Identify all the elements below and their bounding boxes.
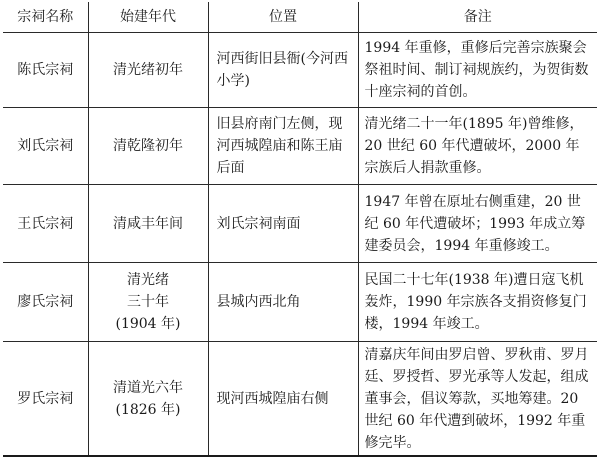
founding-year: 清光绪初年 [88,33,208,108]
header-name: 宗祠名称 [3,2,88,33]
header-year: 始建年代 [88,2,208,33]
founding-year-line: (1826 年) [115,401,181,418]
hall-name: 廖氏宗祠 [3,263,88,342]
table-row [3,342,597,457]
table-row [3,33,597,108]
hall-location: 刘氏宗祠南面 [208,185,358,263]
founding-year-line: 清道光六年 [113,379,183,396]
founding-year-line: 三十年 [127,294,169,310]
table-row [3,263,597,342]
hall-location: 旧县府南门左侧，现河西城隍庙和陈王庙后面 [208,108,358,185]
hall-note: 清光绪二十一年(1895 年)曾维修，20 世纪 60 年代遭破坏，2000 年宗族后人捐款重修。 [358,108,597,185]
hall-name: 刘氏宗祠 [3,108,88,185]
founding-year [88,263,208,342]
table-row [3,185,597,263]
hall-location: 县城内西北角 [208,263,358,342]
table-row [3,108,597,185]
founding-year [88,342,208,457]
hall-name: 王氏宗祠 [3,185,88,263]
hall-name: 陈氏宗祠 [3,33,88,108]
hall-note: 民国二十七年(1938 年)遭日寇飞机轰炸，1990 年宗族各支捐资修复门楼，1994 年竣工。 [358,263,597,342]
hall-note: 1994 年重修，重修后完善宗族聚会祭祖时间、制订祠规族约，为贺街数十座宗祠的首创。 [358,33,597,108]
header-note: 备注 [358,2,597,33]
founding-year: 清乾隆初年 [88,108,208,185]
table-header-row [3,2,597,33]
founding-year-line: 清光绪 [127,272,169,288]
header-location: 位置 [208,2,358,33]
founding-year-line: (1904 年) [115,316,181,332]
hall-location: 现河西城隍庙右侧 [208,342,358,457]
hall-location: 河西街旧县衙(今河西小学) [208,33,358,108]
hall-note: 清嘉庆年间由罗启曾、罗秋甫、罗月廷、罗授哲、罗光承等人发起，组成董事会，倡议筹款，买地筹建。20 世纪 60 年代遭到破坏，1992 年重修完毕。 [358,342,597,457]
ancestral-hall-table [3,2,597,457]
hall-note: 1947 年曾在原址右侧重建，20 世纪 60 年代遭破坏；1993 年成立筹建委员会，1994 年重修竣工。 [358,185,597,263]
founding-year: 清咸丰年间 [88,185,208,263]
hall-name: 罗氏宗祠 [3,342,88,457]
